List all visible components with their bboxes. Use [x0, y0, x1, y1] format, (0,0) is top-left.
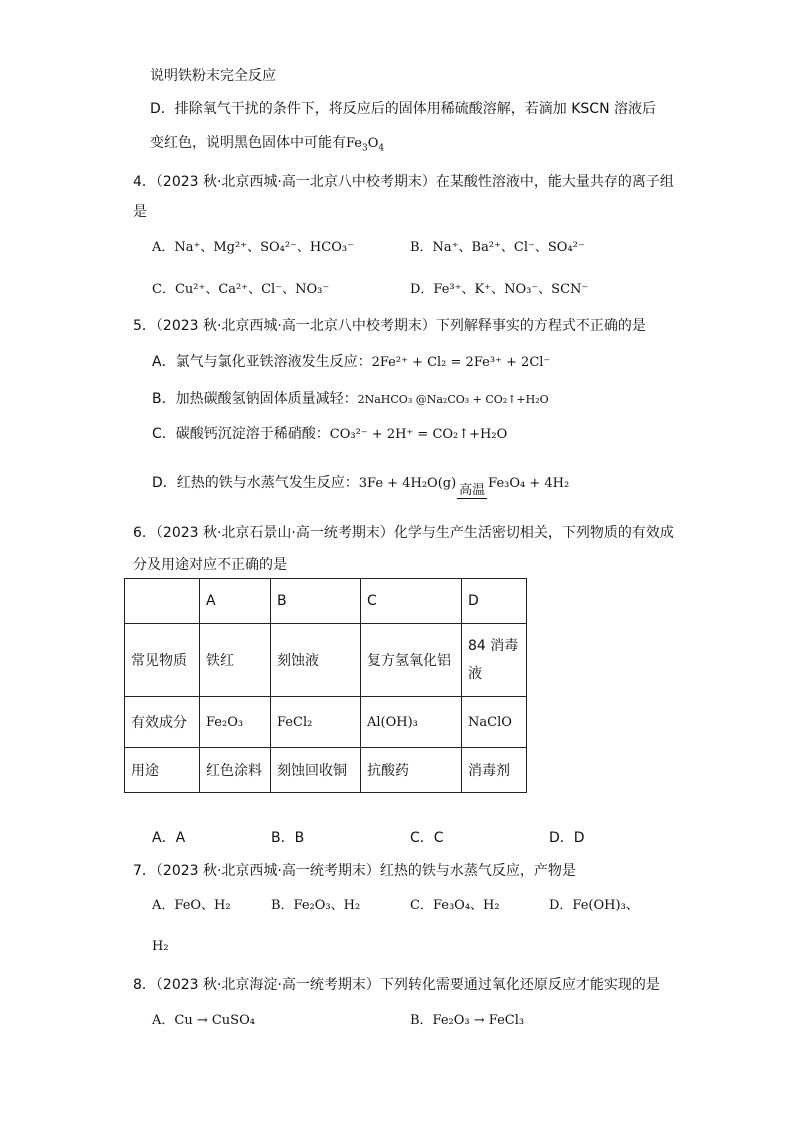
q5-stem: 5．（2023 秋·北京西城·高一北京八中校考期末）下列解释事实的方程式不正确的是: [133, 318, 646, 334]
table-cell: 刻蚀液: [271, 624, 361, 697]
table-cell: 84 消毒液: [462, 624, 527, 697]
q6-stem-line-2: 分及用途对应不正确的是: [133, 557, 287, 573]
q7-option-a[interactable]: A．FeO、H₂: [152, 898, 231, 913]
q5-option-a-text: A．氯气与氯化亚铁溶液发生反应：: [152, 354, 372, 370]
q3-formula: $Fe_3O_4$: [346, 136, 385, 154]
q3-option-d-line-1: D．排除氧气干扰的条件下，将反应后的固体用稀硫酸溶解，若滴加 KSCN 溶液后: [150, 101, 656, 117]
q8-option-b[interactable]: B．Fe₂O₃ → FeCl₃: [410, 1013, 525, 1028]
table-cell: Fe₂O₃: [200, 697, 271, 748]
table-header-cell: B: [271, 579, 361, 624]
table-header-cell: [125, 579, 200, 624]
q5-option-d-text: D．红热的铁与水蒸气发生反应：: [152, 475, 359, 491]
q5-option-b-text: B．加热碳酸氢钠固体质量减轻：: [152, 391, 358, 407]
table-row: [125, 579, 527, 624]
q7-option-d[interactable]: D．Fe(OH)₃、: [549, 898, 639, 913]
q5-option-d-equation-left: 3Fe + 4H₂O(g): [358, 476, 457, 491]
q5-reaction-condition: 高温: [457, 484, 487, 501]
q6-table: [124, 578, 527, 793]
table-cell: 红色涂料: [200, 748, 271, 793]
table-cell: 有效成分: [125, 697, 200, 748]
table-cell: 常见物质: [125, 624, 200, 697]
q5-option-a-equation: 2Fe²⁺ + Cl₂ = 2Fe³⁺ + 2Cl⁻: [371, 355, 551, 370]
table-cell: 用途: [125, 748, 200, 793]
table-cell: 复方氢氧化铝: [361, 624, 462, 697]
q3-option-d-line-2: [150, 133, 384, 154]
table-header-cell: C: [361, 579, 462, 624]
table-header-cell: D: [462, 579, 527, 624]
q4-option-c[interactable]: C．Cu²⁺、Ca²⁺、Cl⁻、NO₃⁻: [152, 282, 330, 297]
q5-option-c-text: C．碳酸钙沉淀溶于稀硝酸：: [152, 426, 330, 442]
q5-option-c[interactable]: [152, 424, 507, 445]
table-cell: 铁红: [200, 624, 271, 697]
q3-line-1: 说明铁粉末完全反应: [150, 68, 276, 84]
q8-option-a[interactable]: A．Cu → CuSO₄: [152, 1013, 255, 1028]
q6-option-b[interactable]: B．B: [271, 830, 305, 846]
table-cell: 抗酸药: [361, 748, 462, 793]
q7-stem: 7．（2023 秋·北京西城·高一统考期末）红热的铁与水蒸气反应，产物是: [133, 863, 576, 879]
q5-option-b-equation: 2NaHCO₃ @Na₂CO₃ + CO₂↑+H₂O: [357, 393, 549, 406]
table-cell: 刻蚀回收铜: [271, 748, 361, 793]
q6-option-a[interactable]: A．A: [152, 830, 186, 846]
q6-stem-line-1: 6．（2023 秋·北京石景山·高一统考期末）化学与生产生活密切相关，下列物质的有效成: [133, 525, 674, 541]
table-row: [125, 697, 527, 748]
table-cell: FeCl₂: [271, 697, 361, 748]
q4-option-a[interactable]: A．Na⁺、Mg²⁺、SO₄²⁻、HCO₃⁻: [152, 240, 354, 255]
q7-option-c[interactable]: C．Fe₃O₄、H₂: [410, 898, 500, 913]
q5-option-b[interactable]: [152, 389, 549, 410]
table-cell: NaClO: [462, 697, 527, 748]
q7-option-d-continuation: H₂: [152, 939, 169, 954]
q4-option-d[interactable]: D．Fe³⁺、K⁺、NO₃⁻、SCN⁻: [410, 282, 589, 297]
q5-option-c-equation: CO₃²⁻ + 2H⁺ = CO₂↑+H₂O: [329, 427, 508, 442]
q8-stem: 8．（2023 秋·北京海淀·高一统考期末）下列转化需要通过氧化还原反应才能实现的是: [133, 977, 660, 993]
q5-option-d-equation-right: Fe₃O₄ + 4H₂: [488, 476, 570, 491]
q5-option-d[interactable]: [152, 466, 569, 501]
table-cell: 消毒剂: [462, 748, 527, 793]
table-row: [125, 748, 527, 793]
table-cell: Al(OH)₃: [361, 697, 462, 748]
q4-stem-line-2: 是: [133, 204, 147, 220]
q6-option-c[interactable]: C．C: [410, 830, 444, 846]
table-row: [125, 624, 527, 697]
q4-stem-line-1: 4．（2023 秋·北京西城·高一北京八中校考期末）在某酸性溶液中，能大量共存的离子组: [133, 174, 674, 190]
table-header-cell: A: [200, 579, 271, 624]
q3-option-d-text: 变红色，说明黑色固体中可能有: [150, 135, 346, 151]
q5-option-a[interactable]: [152, 352, 550, 373]
q7-option-b[interactable]: B．Fe₂O₃、H₂: [271, 898, 361, 913]
q6-option-d[interactable]: D．D: [549, 830, 585, 846]
q4-option-b[interactable]: B．Na⁺、Ba²⁺、Cl⁻、SO₄²⁻: [410, 240, 585, 255]
